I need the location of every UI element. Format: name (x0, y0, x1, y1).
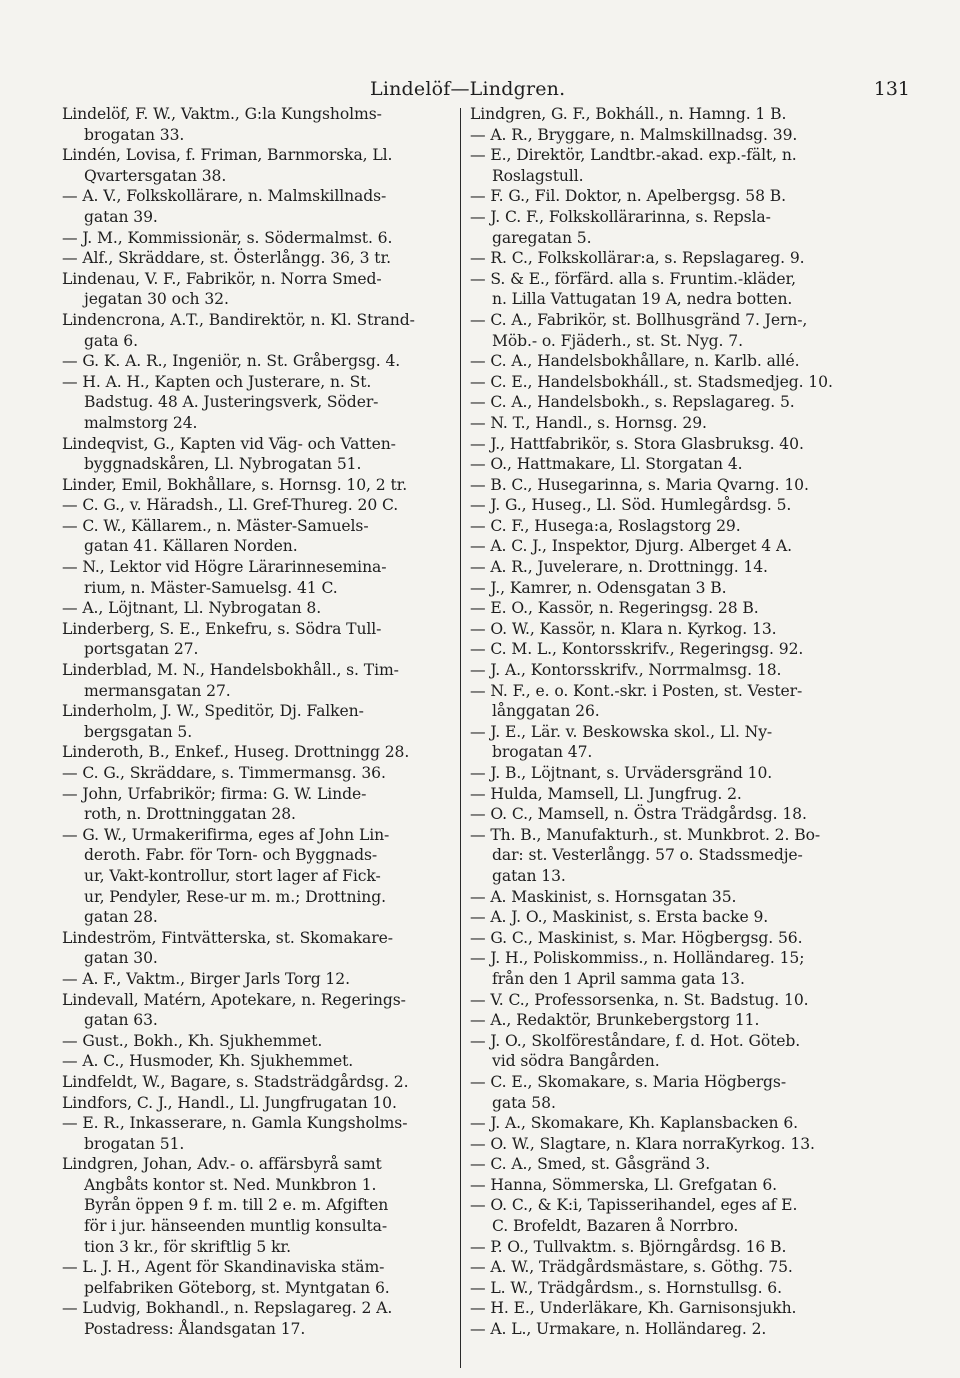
entry-line: Linderoth, B., Enkef., Huseg. Drottningg 28. (62, 743, 410, 762)
entry-continuation-line: garegatan 5. (492, 228, 592, 247)
entry-line: — E. R., Inkasserare, n. Gamla Kungsholms- (62, 1114, 408, 1133)
entry-continuation-line: Roslagstull. (492, 166, 584, 185)
entry-continuation-line: bergsgatan 5. (84, 722, 193, 741)
entry-continuation-line: långgatan 26. (492, 702, 600, 721)
entry-continuation-line: byggnadskåren, Ll. Nybrogatan 51. (84, 455, 362, 474)
entry-line: — R. C., Folkskollärar:a, s. Repslagareg. 9. (470, 249, 805, 268)
entry-continuation-line: Angbåts kontor st. Ned. Munkbron 1. (84, 1175, 377, 1194)
left-column (62, 104, 454, 1340)
entry-continuation-line: tion 3 kr., för skriftlig 5 kr. (84, 1237, 291, 1256)
entry-line: Linderblad, M. N., Handelsbokhåll., s. Tim- (62, 661, 399, 680)
entry-line: — J. G., Huseg., Ll. Söd. Humlegårdsg. 5. (470, 496, 792, 515)
entry-line: — C. A., Fabrikör, st. Bollhusgränd 7. Jern-, (470, 310, 808, 329)
entry-line: Lindgren, G. F., Bokháll., n. Hamng. 1 B. (470, 105, 787, 123)
entry-continuation-line: malmstorg 24. (84, 413, 198, 432)
entry-continuation-line: gatan 30. (84, 949, 158, 968)
entry-line: — Ludvig, Bokhandl., n. Repslagareg. 2 A. (62, 1299, 393, 1318)
entry-line: Lindfors, C. J., Handl., Ll. Jungfrugatan 10. (62, 1093, 397, 1112)
entry-line: Lindevall, Matérn, Apotekare, n. Regerings- (62, 990, 406, 1009)
entry-line: — J. M., Kommissionär, s. Södermalmst. 6. (62, 228, 393, 247)
column-divider (460, 108, 461, 1368)
entry-line: — A. W., Trädgårdsmästare, s. Göthg. 75. (470, 1258, 793, 1277)
entry-line: — A., Löjtnant, Ll. Nybrogatan 8. (62, 599, 322, 618)
entry-line: — V. C., Professorsenka, n. St. Badstug. 10. (470, 990, 809, 1009)
entry-continuation-line: gata 6. (84, 331, 138, 350)
entry-line: Lindeqvist, G., Kapten vid Väg- och Vatten- (62, 434, 396, 453)
entry-line: — Hulda, Mamsell, Ll. Jungfrug. 2. (470, 784, 742, 803)
entry-line: — G. W., Urmakerifirma, eges af John Lin- (62, 825, 390, 844)
entry-line: Linderberg, S. E., Enkefru, s. Södra Tull- (62, 619, 382, 638)
entry-line: — N., Lektor vid Högre Lärarinnesemina- (62, 558, 387, 577)
entry-line: — John, Urfabrikör; firma: G. W. Linde- (62, 784, 367, 803)
entry-line: — C. E., Skomakare, s. Maria Högbergs- (470, 1072, 787, 1091)
entry-continuation-line: brogatan 51. (84, 1134, 185, 1153)
entry-line: Linder, Emil, Bokhållare, s. Hornsg. 10, 2 tr. (62, 475, 408, 494)
entry-line: — C. G., Skräddare, s. Timmermansg. 36. (62, 764, 386, 782)
entry-line: — A. C. J., Inspektor, Djurg. Alberget 4 A. (470, 537, 792, 556)
entry-line: — E. O., Kassör, n. Regeringsg. 28 B. (470, 599, 759, 618)
entry-continuation-line: Möb.- o. Fjäderh., st. St. Nyg. 7. (492, 331, 743, 350)
entry-continuation-line: portsgatan 27. (84, 640, 199, 659)
entry-continuation-line: C. Brofeldt, Bazaren å Norrbro. (492, 1217, 739, 1236)
entry-line: — A. C., Husmoder, Kh. Sjukhemmet. (62, 1052, 354, 1071)
entry-line: — P. O., Tullvaktm. s. Björngårdsg. 16 B. (470, 1237, 787, 1256)
entry-line: — A. J. O., Maskinist, s. Ersta backe 9. (470, 908, 769, 927)
entry-line: — L. J. H., Agent för Skandinaviska stäm- (62, 1258, 385, 1277)
entry-line: — S. & E., förfärd. alla s. Fruntim.-kläder, (470, 269, 797, 288)
entry-line: — N. F., e. o. Kont.-skr. i Posten, st. Vester- (470, 681, 803, 700)
entry-line: — A. L., Urmakare, n. Holländareg. 2. (470, 1320, 767, 1339)
entry-line: — B. C., Husegarinna, s. Maria Qvarng. 10. (470, 475, 809, 494)
entry-line: — O., Hattmakare, Ll. Storgatan 4. (470, 455, 743, 474)
entry-line: — O. C., & K:i, Tapisserihandel, eges af E. (470, 1196, 798, 1215)
entry-line: Lindfeldt, W., Bagare, s. Stadsträdgårdsg. 2. (62, 1072, 409, 1091)
entry-line: — O. C., Mamsell, n. Östra Trädgårdsg. 18. (470, 805, 807, 824)
entry-line: — Gust., Bokh., Kh. Sjukhemmet. (62, 1031, 323, 1050)
entry-continuation-line: pelfabriken Göteborg, st. Myntgatan 6. (84, 1278, 390, 1297)
page-number: 131 (873, 78, 910, 100)
entry-line: — C. A., Smed, st. Gåsgränd 3. (470, 1155, 711, 1174)
entry-continuation-line: Badstug. 48 A. Justeringsverk, Söder- (84, 393, 379, 412)
entry-continuation-line: gatan 39. (84, 207, 158, 226)
entry-line: — A. V., Folkskollärare, n. Malmskillnads- (62, 187, 387, 206)
entry-continuation-line: från den 1 April samma gata 13. (492, 969, 745, 988)
entry-continuation-line: mermansgatan 27. (84, 681, 231, 700)
entry-continuation-line: Qvartersgatan 38. (84, 166, 227, 185)
entry-continuation-line: gatan 63. (84, 1011, 158, 1030)
entry-continuation-line: gatan 13. (492, 866, 566, 885)
entry-line: — J. H., Poliskommiss., n. Holländareg. 15; (470, 949, 805, 968)
entry-line: — C. F., Husega:a, Roslagstorg 29. (470, 516, 741, 535)
entry-line: Lindelöf, F. W., Vaktm., G:la Kungsholms- (62, 105, 382, 123)
entry-line: — N. T., Handl., s. Hornsg. 29. (470, 413, 707, 432)
entry-line: Lindenau, V. F., Fabrikör, n. Norra Smed- (62, 269, 382, 288)
entry-continuation-line: brogatan 47. (492, 743, 593, 762)
entry-line: Lindén, Lovisa, f. Friman, Barnmorska, Ll. (62, 146, 393, 165)
entry-line: — J. O., Skolföreståndare, f. d. Hot. Göteb. (470, 1031, 801, 1050)
entry-continuation-line: Postadress: Ålandsgatan 17. (84, 1320, 306, 1339)
entry-line: — J., Hattfabrikör, s. Stora Glasbruksg. 40. (470, 434, 804, 453)
entry-line: Lindencrona, A.T., Bandirektör, n. Kl. Strand- (62, 310, 415, 329)
entry-line: — G. C., Maskinist, s. Mar. Högbergsg. 56. (470, 928, 803, 947)
entry-continuation-line: roth, n. Drottninggatan 28. (84, 805, 296, 824)
entry-continuation-line: Byrån öppen 9 f. m. till 2 e. m. Afgiften (84, 1196, 389, 1215)
entry-line: — C. W., Källarem., n. Mäster-Samuels- (62, 516, 369, 535)
entry-line: — A. R., Juvelerare, n. Drottningg. 14. (470, 558, 768, 577)
entry-line: — E., Direktör, Landtbr.-akad. exp.-fält, n. (470, 146, 797, 165)
entry-line: — H. E., Underläkare, Kh. Garnisonsjukh. (470, 1299, 797, 1318)
entry-line: — J., Kamrer, n. Odensgatan 3 B. (470, 578, 727, 597)
entry-line: — O. W., Slagtare, n. Klara norraKyrkog. 13. (470, 1134, 815, 1153)
entry-continuation-line: jegatan 30 och 32. (84, 290, 229, 309)
entry-continuation-line: dar: st. Vesterlångg. 57 o. Stadssmedje- (492, 846, 803, 865)
entry-continuation-line: för i jur. hänseenden muntlig konsulta- (84, 1217, 388, 1236)
entry-line: Lindeström, Fintvätterska, st. Skomakare- (62, 928, 393, 947)
entry-continuation-line: vid södra Bangården. (492, 1052, 660, 1071)
entry-line: — H. A. H., Kapten och Justerare, n. St. (62, 372, 372, 391)
entry-continuation-line: n. Lilla Vattugatan 19 A, nedra botten. (492, 290, 793, 309)
entry-continuation-line: gatan 41. Källaren Norden. (84, 537, 298, 556)
entry-line: — A. F., Vaktm., Birger Jarls Torg 12. (62, 969, 350, 988)
entry-line: — C. A., Handelsbokh., s. Repslagareg. 5. (470, 393, 795, 412)
entry-continuation-line: ur, Pendyler, Rese-ur m. m.; Drottning. (84, 887, 386, 906)
entry-line: Lindgren, Johan, Adv.- o. affärsbyrå samt (62, 1155, 382, 1174)
entry-line: — Hanna, Sömmerska, Ll. Grefgatan 6. (470, 1175, 778, 1194)
entry-line: — A. R., Bryggare, n. Malmskillnadsg. 39. (470, 125, 798, 144)
entry-line: — J. A., Skomakare, Kh. Kaplansbacken 6. (470, 1114, 799, 1133)
running-title: Lindelöf—Lindgren. (370, 78, 566, 100)
entry-continuation-line: deroth. Fabr. för Torn- och Byggnads- (84, 846, 378, 865)
entry-line: Linderholm, J. W., Speditör, Dj. Falken- (62, 702, 364, 721)
entry-line: — C. G., v. Häradsh., Ll. Gref-Thureg. 20 C. (62, 496, 399, 515)
entry-line: — J. E., Lär. v. Beskowska skol., Ll. Ny- (470, 722, 773, 741)
entry-line: — Alf., Skräddare, st. Österlångg. 36, 3 tr. (62, 249, 391, 268)
entry-continuation-line: gata 58. (492, 1093, 556, 1112)
entry-line: — A. Maskinist, s. Hornsgatan 35. (470, 887, 737, 906)
entry-line: — Th. B., Manufakturh., st. Munkbrot. 2. Bo- (470, 825, 821, 844)
entry-line: — C. A., Handelsbokhållare, n. Karlb. allé. (470, 352, 800, 371)
entry-line: — O. W., Kassör, n. Klara n. Kyrkog. 13. (470, 619, 777, 638)
entry-line: — C. E., Handelsbokháll., st. Stadsmedjeg. 10. (470, 372, 833, 391)
entry-line: — A., Redaktör, Brunkebergstorg 11. (470, 1011, 760, 1030)
entry-line: — J. C. F., Folkskollärarinna, s. Repsla- (470, 207, 771, 226)
page-header (62, 78, 910, 104)
right-column (470, 104, 865, 1340)
entry-line: — L. W., Trädgårdsm., s. Hornstullsg. 6. (470, 1278, 782, 1297)
entry-continuation-line: gatan 28. (84, 908, 158, 927)
entry-line: — G. K. A. R., Ingeniör, n. St. Gråbergsg. 4. (62, 352, 401, 371)
entry-line: — C. M. L., Kontorsskrifv., Regeringsg. 92. (470, 640, 804, 659)
entry-line: — J. A., Kontorsskrifv., Norrmalmsg. 18. (470, 661, 782, 680)
entry-continuation-line: rium, n. Mäster-Samuelsg. 41 C. (84, 578, 338, 597)
entry-line: — F. G., Fil. Doktor, n. Apelbergsg. 58 B. (470, 187, 786, 206)
entry-line: — J. B., Löjtnant, s. Urvädersgränd 10. (470, 764, 773, 782)
entry-continuation-line: ur, Vakt-kontrollur, stort lager af Fick- (84, 866, 381, 885)
entry-continuation-line: brogatan 33. (84, 125, 185, 144)
